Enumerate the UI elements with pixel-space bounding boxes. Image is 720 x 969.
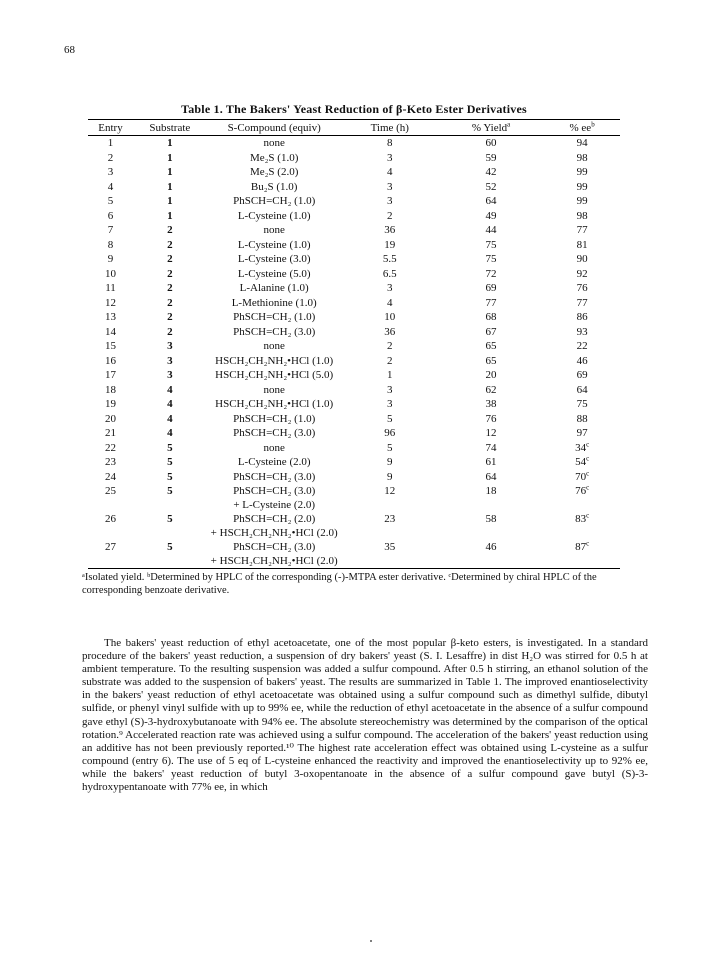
cell-substrate: 2 bbox=[167, 325, 173, 338]
cell-entry: 6 bbox=[107, 209, 114, 222]
cell-time: 1 bbox=[387, 369, 393, 381]
cell-substrate: 3 bbox=[167, 369, 173, 381]
cell-yield: 12 bbox=[485, 427, 497, 439]
cell-entry: 15 bbox=[105, 340, 116, 352]
table-row bbox=[88, 136, 620, 151]
cell-ee: 46 bbox=[576, 354, 588, 367]
cell-substrate: 1 bbox=[167, 195, 173, 207]
cell-yield: 74 bbox=[485, 441, 497, 454]
table-row bbox=[88, 354, 620, 369]
table-row bbox=[88, 455, 620, 470]
cell-compound: HSCH₂CH₂NH₂•HCl (1.0) bbox=[215, 354, 334, 367]
cell-compound: PhSCH=CH₂ (3.0) + L-Cysteine (2.0) bbox=[207, 484, 342, 512]
cell-substrate: 2 bbox=[167, 296, 173, 309]
cell-substrate: 1 bbox=[167, 209, 173, 222]
cell-substrate: 4 bbox=[167, 412, 173, 425]
cell-ee: 98 bbox=[576, 151, 588, 164]
cell-compound: Me₂S (2.0) bbox=[249, 166, 299, 178]
cell-yield: 77 bbox=[485, 296, 497, 309]
cell-ee: 94 bbox=[576, 137, 588, 149]
cell-substrate: 2 bbox=[167, 267, 173, 280]
table-row bbox=[88, 441, 620, 456]
cell-time: 19 bbox=[384, 238, 396, 251]
cell-compound: PhSCH=CH₂ (3.0) bbox=[233, 470, 316, 483]
cell-time: 3 bbox=[387, 151, 393, 164]
page-mark bbox=[370, 940, 372, 942]
cell-time: 8 bbox=[387, 137, 393, 149]
cell-ee: 88 bbox=[576, 412, 588, 425]
cell-compound: L-Cysteine (5.0) bbox=[237, 267, 311, 280]
cell-ee: 81 bbox=[576, 238, 588, 251]
cell-substrate: 2 bbox=[167, 238, 173, 251]
cell-ee: 90 bbox=[576, 253, 588, 265]
table-row bbox=[88, 151, 620, 166]
cell-time: 4 bbox=[387, 296, 393, 309]
cell-yield: 67 bbox=[485, 325, 497, 338]
cell-time: 2 bbox=[387, 209, 393, 222]
cell-entry: 26 bbox=[105, 513, 116, 525]
cell-entry: 5 bbox=[107, 195, 114, 207]
cell-yield: 65 bbox=[485, 340, 497, 352]
cell-time: 36 bbox=[384, 224, 396, 236]
cell-yield: 75 bbox=[485, 253, 497, 265]
table-row bbox=[88, 397, 620, 412]
cell-ee-footnote-mark: c bbox=[586, 454, 590, 463]
results-table-block bbox=[82, 102, 620, 597]
cell-entry: 27 bbox=[88, 540, 133, 569]
cell-substrate: 4 bbox=[167, 398, 173, 410]
cell-ee: 76$^c$ bbox=[575, 483, 590, 497]
table-row bbox=[88, 512, 620, 540]
table-footnotes: ᵃIsolated yield. ᵇDetermined by HPLC of the corresponding (-)-MTPA ester derivative. ᶜDetermined by chiral HPLC of the corresponding benzoate derivative. bbox=[82, 572, 597, 596]
cell-yield: 76 bbox=[485, 412, 497, 425]
cell-substrate: 5 bbox=[167, 513, 173, 525]
cell-ee: 76 bbox=[576, 282, 588, 294]
cell-compound: Bu₂S (1.0) bbox=[250, 180, 298, 193]
body-paragraph: The bakers' yeast reduction of ethyl acetoacetate, one of the most popular β-keto esters, is investigated. In a standard procedure of the bakers' yeast reduction, a suspension of dry bakers' yeast (S. I. Lesaffre) in dist H₂O was stirred for 0.5 h at ambient temperature. To the resulting suspension was added a sulfur compound. After 0.5 h stirring, an ethanol solution of the substrate was added to the suspension of bakers' yeast. The results are summarized in Table 1. The improved enantioselectivity in the bakers' yeast reduction of ethyl acetoacetate was obtained using a sulfur compound such as dimethyl sulfide, dibutyl sulfide, or phenyl vinyl sulfide with up to 99% ee, while the reduction of ethyl acetoacetate in the absence of a sulfur compound gave ethyl (S)-3-hydroxybutanoate with 94% ee. The absolute stereochemistry was determined by the comparison of the optical rotation.⁹ Accelerated reaction rate was achieved using a sulfur compound. The acceleration of the bakers' yeast reduction using an additive has not been previously reported.¹⁰ The highest rate acceleration effect was obtained using L-cysteine as a sulfur compound (entry 6). The use of 5 eq of L-cysteine enhanced the reactivity and improved the enantioselectivity up to 92% ee, while the bakers' yeast reduction of butyl 3-oxopentanoate in the absence of a sulfur compound gave butyl (S)-3-hydroxypentanoate with 77% ee, in which bbox=[82, 637, 648, 794]
cell-time: 96 bbox=[384, 427, 396, 439]
table-row bbox=[88, 412, 620, 427]
cell-entry: 21 bbox=[105, 427, 116, 439]
cell-ee: 54$^c$ bbox=[575, 454, 590, 468]
cell-ee: 87$^c$ bbox=[544, 540, 620, 569]
cell-substrate: 1 bbox=[167, 151, 173, 164]
cell-compound: PhSCH=CH₂ (2.0) + HSCH₂CH₂NH₂•HCl (2.0) bbox=[207, 512, 342, 540]
cell-time: 6.5 bbox=[382, 267, 397, 280]
cell-entry: 2 bbox=[107, 151, 114, 164]
table-header-row bbox=[88, 120, 620, 136]
cell-entry: 22 bbox=[105, 441, 116, 454]
cell-compound: none bbox=[263, 340, 285, 352]
cell-entry: 24 bbox=[105, 470, 116, 483]
table-row bbox=[88, 310, 620, 325]
cell-ee: 86 bbox=[576, 311, 588, 323]
table-row bbox=[88, 281, 620, 296]
cell-time: 3 bbox=[387, 282, 393, 294]
cell-compound: none bbox=[263, 137, 285, 149]
cell-time: 5.5 bbox=[382, 253, 397, 265]
table-row bbox=[88, 296, 620, 311]
cell-ee: 77 bbox=[576, 224, 588, 236]
cell-compound: L-Alanine (1.0) bbox=[239, 282, 309, 294]
page-number: 68 bbox=[64, 44, 75, 56]
cell-yield: 72 bbox=[485, 267, 497, 280]
cell-ee: 97 bbox=[576, 427, 588, 439]
cell-entry: 25 bbox=[105, 485, 116, 497]
cell-substrate: 5 bbox=[167, 456, 173, 468]
cell-entry: 8 bbox=[107, 238, 114, 251]
cell-ee: 92 bbox=[576, 267, 588, 280]
cell-entry: 7 bbox=[107, 224, 114, 236]
cell-ee: 83$^c$ bbox=[575, 511, 590, 525]
cell-yield: 61 bbox=[485, 456, 497, 468]
cell-time: 2 bbox=[387, 354, 393, 367]
cell-substrate: 2 bbox=[167, 253, 173, 265]
header-compound: S-Compound (equiv) bbox=[207, 120, 342, 136]
header-ee: % $ee^b$ bbox=[544, 120, 620, 136]
results-table bbox=[88, 119, 620, 569]
cell-compound-continuation: + HSCH₂CH₂NH₂•HCl (2.0) bbox=[210, 555, 338, 567]
cell-yield: 42 bbox=[485, 166, 497, 178]
cell-yield: 60 bbox=[485, 137, 497, 149]
cell-time: 5 bbox=[387, 441, 393, 454]
table-row bbox=[88, 426, 620, 441]
cell-substrate: 1 bbox=[167, 137, 173, 149]
header-substrate: Substrate bbox=[133, 120, 207, 136]
cell-time: 23 bbox=[384, 513, 396, 525]
cell-yield: 20 bbox=[485, 369, 497, 381]
cell-ee: 34$^c$ bbox=[575, 439, 590, 454]
cell-compound: PhSCH=CH₂ (3.0) + HSCH₂CH₂NH₂•HCl (2.0) bbox=[207, 540, 342, 569]
cell-compound: PhSCH=CH₂ (1.0) bbox=[233, 311, 316, 323]
cell-time: 3 bbox=[387, 383, 393, 396]
table-row bbox=[88, 540, 620, 569]
cell-ee: 99 bbox=[576, 195, 588, 207]
cell-ee: 64 bbox=[576, 383, 588, 396]
cell-ee: 75 bbox=[576, 398, 588, 410]
cell-yield: 62 bbox=[485, 383, 497, 396]
cell-compound: none bbox=[263, 441, 285, 454]
cell-entry: 17 bbox=[105, 369, 116, 381]
cell-substrate: 3 bbox=[167, 340, 173, 352]
table-title: Table 1. The Bakers' Yeast Reduction of β-Keto Ester Derivatives bbox=[181, 102, 527, 116]
cell-entry: 3 bbox=[107, 166, 114, 178]
cell-substrate: 4 bbox=[167, 427, 173, 439]
cell-substrate: 1 bbox=[167, 166, 173, 178]
cell-ee: 99 bbox=[576, 180, 588, 193]
cell-compound: L-Cysteine (3.0) bbox=[237, 253, 311, 265]
cell-yield: 38 bbox=[485, 398, 497, 410]
cell-time: 3 bbox=[387, 180, 393, 193]
cell-time: 36 bbox=[384, 325, 396, 338]
cell-compound: HSCH₂CH₂NH₂•HCl (1.0) bbox=[215, 398, 334, 410]
cell-ee-footnote-mark: c bbox=[586, 483, 590, 492]
table-body bbox=[88, 136, 620, 569]
cell-ee: 77 bbox=[576, 296, 588, 309]
header-yield: % Yield$^a$ bbox=[438, 120, 544, 136]
cell-compound: PhSCH=CH₂ (3.0) bbox=[233, 427, 316, 439]
cell-yield: 59 bbox=[485, 151, 497, 164]
table-row bbox=[88, 194, 620, 209]
cell-yield: 69 bbox=[485, 282, 497, 294]
table-row bbox=[88, 252, 620, 267]
cell-entry: 19 bbox=[105, 398, 116, 410]
cell-yield: 58 bbox=[485, 513, 497, 525]
table-row bbox=[88, 383, 620, 398]
cell-compound-continuation: + L-Cysteine (2.0) bbox=[233, 499, 315, 511]
table-row bbox=[88, 267, 620, 282]
cell-entry: 4 bbox=[107, 180, 114, 193]
cell-substrate: 1 bbox=[167, 180, 173, 193]
cell-time: 3 bbox=[387, 195, 393, 207]
cell-substrate: 4 bbox=[167, 383, 173, 396]
table-row bbox=[88, 339, 620, 354]
cell-yield: 52 bbox=[485, 180, 497, 193]
cell-substrate: 3 bbox=[167, 354, 173, 367]
cell-compound-continuation: + HSCH₂CH₂NH₂•HCl (2.0) bbox=[210, 527, 338, 539]
table-row bbox=[88, 238, 620, 253]
cell-time: 5 bbox=[387, 412, 393, 425]
cell-ee: 22 bbox=[576, 340, 588, 352]
cell-entry: 13 bbox=[105, 311, 116, 323]
cell-compound: none bbox=[263, 224, 285, 236]
cell-time: 4 bbox=[387, 166, 393, 178]
cell-ee: 93 bbox=[576, 325, 588, 338]
cell-substrate: 2 bbox=[167, 282, 173, 294]
cell-yield: 18 bbox=[485, 485, 497, 497]
cell-entry: 10 bbox=[105, 267, 116, 280]
cell-substrate: 2 bbox=[167, 311, 173, 323]
cell-ee-footnote-mark: c bbox=[586, 468, 590, 477]
cell-compound: PhSCH=CH₂ (1.0) bbox=[233, 412, 316, 425]
cell-substrate: 5 bbox=[167, 441, 173, 454]
cell-yield: 65 bbox=[485, 354, 497, 367]
cell-time: 9 bbox=[387, 470, 393, 483]
body-text bbox=[82, 637, 648, 794]
cell-entry: 16 bbox=[105, 354, 116, 367]
cell-compound: PhSCH=CH₂ (1.0) bbox=[233, 195, 316, 207]
cell-substrate: 5 bbox=[133, 540, 207, 569]
table-row bbox=[88, 223, 620, 238]
table-row bbox=[88, 470, 620, 485]
table-row bbox=[88, 368, 620, 383]
cell-entry: 23 bbox=[105, 456, 116, 468]
cell-time: 2 bbox=[387, 340, 393, 352]
cell-substrate: 5 bbox=[167, 470, 173, 483]
cell-yield: 46 bbox=[438, 540, 544, 569]
cell-compound: L-Cysteine (2.0) bbox=[237, 456, 311, 468]
cell-yield: 49 bbox=[485, 209, 497, 222]
table-row bbox=[88, 484, 620, 512]
cell-entry: 9 bbox=[107, 253, 114, 265]
table-row bbox=[88, 325, 620, 340]
cell-time: 12 bbox=[384, 485, 396, 497]
cell-entry: 14 bbox=[105, 325, 116, 338]
cell-compound: Me₂S (1.0) bbox=[249, 151, 299, 164]
cell-ee-footnote-mark: c bbox=[586, 511, 590, 520]
header-time: Time (h) bbox=[342, 120, 438, 136]
table-row bbox=[88, 180, 620, 195]
cell-compound: HSCH₂CH₂NH₂•HCl (5.0) bbox=[215, 369, 334, 381]
cell-time: 10 bbox=[384, 311, 396, 323]
cell-time: 3 bbox=[387, 398, 393, 410]
cell-compound: PhSCH=CH₂ (3.0) bbox=[233, 325, 316, 338]
cell-ee: 70$^c$ bbox=[575, 468, 590, 483]
cell-ee: 98 bbox=[576, 209, 588, 222]
cell-yield: 64 bbox=[485, 470, 497, 483]
cell-ee: 99 bbox=[576, 166, 588, 178]
cell-ee-footnote-mark: c bbox=[586, 539, 590, 548]
cell-compound: L-Cysteine (1.0) bbox=[237, 238, 311, 251]
cell-substrate: 5 bbox=[167, 485, 173, 497]
header-entry: Entry bbox=[88, 120, 133, 136]
cell-time: 9 bbox=[387, 456, 393, 468]
cell-substrate: 2 bbox=[167, 224, 173, 236]
cell-ee-footnote-mark: c bbox=[586, 439, 590, 448]
cell-entry: 1 bbox=[107, 137, 114, 149]
cell-entry: 18 bbox=[105, 383, 116, 396]
cell-entry: 11 bbox=[105, 282, 116, 294]
cell-compound: none bbox=[263, 383, 285, 396]
cell-ee: 69 bbox=[576, 369, 588, 381]
cell-yield: 64 bbox=[485, 195, 497, 207]
cell-yield: 68 bbox=[485, 311, 497, 323]
table-row bbox=[88, 209, 620, 224]
cell-compound: L-Cysteine (1.0) bbox=[237, 209, 311, 222]
cell-compound: L-Methionine (1.0) bbox=[231, 296, 317, 309]
cell-time: 35 bbox=[342, 540, 438, 569]
cell-yield: 75 bbox=[485, 238, 497, 251]
table-row bbox=[88, 165, 620, 180]
cell-entry: 20 bbox=[105, 412, 116, 425]
cell-yield: 44 bbox=[485, 224, 497, 236]
cell-entry: 12 bbox=[105, 296, 116, 309]
